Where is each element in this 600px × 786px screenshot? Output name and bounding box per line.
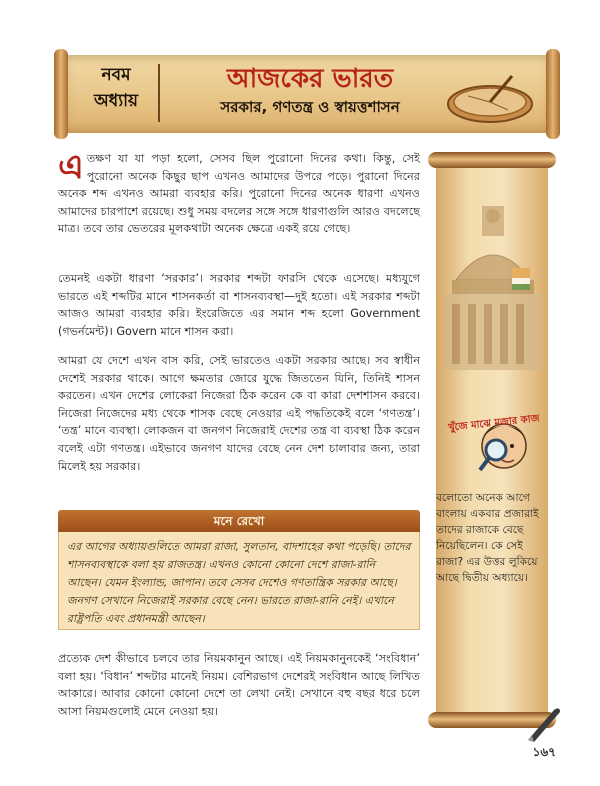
paragraph-democracy: আমরা যে দেশে এখন বাস করি, সেই ভারতেও একটা সরকার আছে। সব স্বাধীন দেশেই সরকার থাকে। আগে ক্ষমতার জোরে যুদ্ধে জিততেন যিনি, তিনিই শাসন করতেন। এখন দেশের লোকেরা নিজেরা ঠিক করেন কে বা কারা দেশশাসন করবে। নিজেরা নিজেদের মধ্য থেকে শাসক বেছে নেওয়ার এই পদ্ধতিকেই বলে ‘গণতন্ত্র’। ‘তন্ত্র’ মানে ব্যবস্থা। লোকজন বা জনগণ নিজেরাই দেশের তন্ত্র বা ব্যবস্থা ঠিক করেন বলেই এটা গণতন্ত্র। এইভাবে জনগণ যাদের বেছে নেন দেশ চালাবার জন্য, তারা মিলেই হয় সরকার। (58, 354, 420, 473)
sundial-icon (438, 66, 534, 126)
chapter-subtitle: সরকার, গণতন্ত্র ও স্বায়ত্তশাসন (220, 98, 400, 116)
quill-pen-icon (524, 704, 564, 744)
chapter-word: অধ্যায় (93, 91, 139, 111)
paragraph-intro-text: তক্ষণ যা যা পড়া হলো, সেসব ছিল পুরোনো দিনের কথা। কিন্তু, সেই পুরোনো অনেক কিছুর ছাপ এখনও আমাদের উপরে পড়ে। পুরানো দিনের অনেক শব্দ এখনও আমরা ব্যবহার করি। পুরোনো দিনের অনেক ধারণা এখনও আমাদের চারপাশে রয়েছে। শুধু সময় বদলের সঙ্গে সঙ্গে ধারণাগুলি আরও বদলেছে মাত্র। তবে তার ভেতরের মূলকথাটা অনেক ক্ষেত্রে একই রয়ে গেছে। (58, 152, 420, 236)
page-number: ১৬৭ (532, 745, 556, 759)
chapter-number: নবম (101, 65, 131, 85)
sidebar-question: বলোতো অনেক আগে বাংলায় একবার প্রজারাই তাদের রাজাকে বেছে নিয়েছিলেন। কে সেই রাজা? এর উত্তর লুকিয়ে আছে দ্বিতীয় অধ্যায়ে। (436, 492, 539, 584)
cartoon-caption: খুঁজে মাঝে মজার কাজ (447, 413, 541, 434)
note-heading: মনে রেখো (213, 514, 265, 528)
paragraph-intro (58, 147, 420, 238)
chapter-title: আজকের ভারত (226, 64, 394, 94)
chapter-label (86, 62, 146, 114)
drop-cap: এ (58, 147, 84, 187)
parliament-building-icon (438, 200, 548, 370)
paragraph-sarkar: তেমনই একটা ধারণা ‘সরকার’। সরকার শব্দটা ফারসি থেকে এসেছে। মধ্যযুগে ভারতে এই শব্দটির মানে শাসনকর্তা বা শাসনব্যবস্থা—দুই হতো। এই সরকার শব্দটা আজও আমরা ব্যবহার করি। ইংরেজিতে এর সমান শব্দ হলো Government (গভর্নমেন্ট)। Govern মানে শাসন করা। (58, 272, 420, 338)
note-body (58, 532, 420, 630)
remember-note-box (58, 510, 420, 630)
paragraph-constitution: প্রত্যেক দেশ কীভাবে চলবে তার নিয়মকানুন আছে। এই নিয়মকানুনকেই ‘সংবিধান’ বলা হয়। ‘বিধান’ শব্দটার মানেই নিয়ম। বেশিরভাগ দেশেরই সংবিধান আছে লিখিত আকারে। আবার কোনো কোনো দেশে তা লেখা নেই। সেখানে বহু বছর ধরে চলে আসা নিয়মগুলোই মেনে নেওয়া হয়। (58, 652, 420, 718)
note-text: এর আগের অধ্যায়গুলিতে আমরা রাজা, সুলতান, বাদশাহের কথা পড়েছি। তাদের শাসনব্যবস্থাকে বলা হয় রাজতন্ত্র। এখনও কোনো কোনো দেশে রাজা-রানি আছেন। যেমন ইংল্যান্ড, জাপান। তবে সেসব দেশেও গণতান্ত্রিক সরকার আছে। জনগণ সেখানে নিজেরাই সরকার বেছে নেন। ভারতে রাজা-রানি নেই। এখানে রাষ্ট্রপতি এবং প্রধানমন্ত্রী আছেন। (67, 540, 411, 625)
scroll-top-roll (428, 152, 556, 168)
